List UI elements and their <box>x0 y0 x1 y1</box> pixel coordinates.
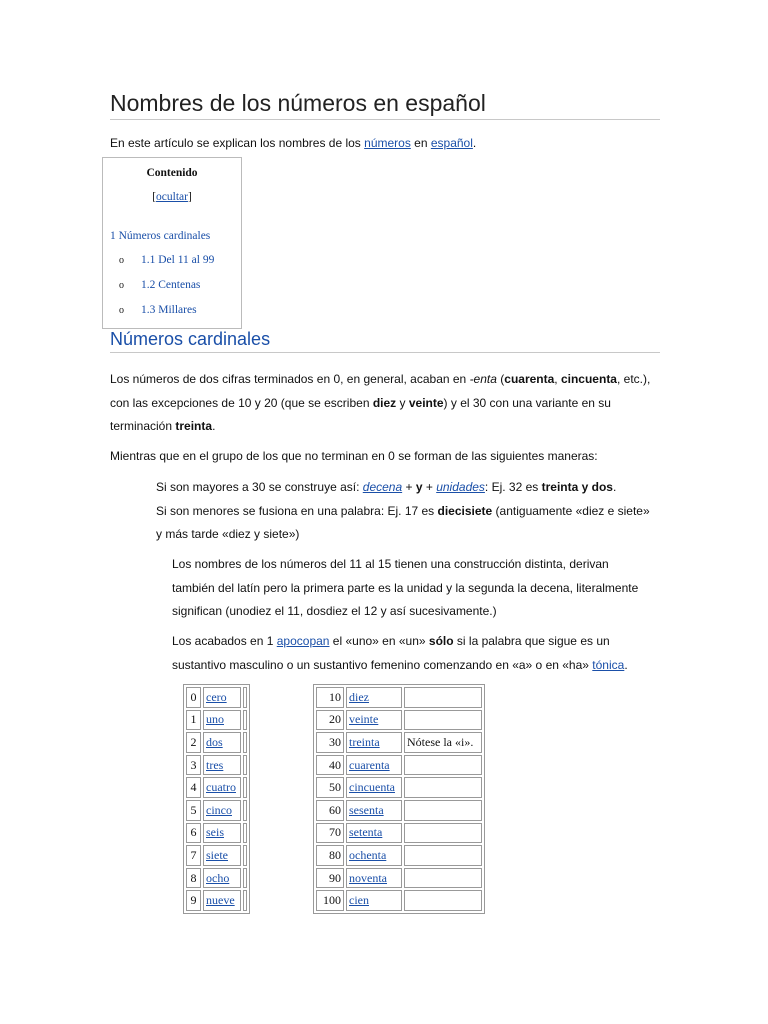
word-cell <box>346 732 402 753</box>
word-cell <box>203 823 241 844</box>
number-word-link[interactable]: diez <box>349 689 369 704</box>
table-row <box>316 868 482 889</box>
paragraph-decenas: Los números de dos cifras terminados en 0, en general, acaban en -enta (cuarenta, cincuenta, etc.), con las excepciones de 10 y 20 (que se escriben diez y veinte) y el 30 con una variante en su terminación treinta. <box>110 372 651 433</box>
bullet-icon: o <box>119 305 124 316</box>
table-row <box>316 732 482 753</box>
table-row <box>186 710 247 731</box>
table-tens <box>313 684 485 914</box>
number-word-link[interactable]: treinta <box>349 734 380 749</box>
number-word-link[interactable]: cero <box>206 689 227 704</box>
word-cell <box>203 890 241 911</box>
number-word-link[interactable]: veinte <box>349 712 379 727</box>
number-cell: 8 <box>186 868 201 889</box>
number-word-link[interactable]: seis <box>206 825 224 840</box>
paragraph-once-quince: Los nombres de los números del 11 al 15 tienen una construcción distinta, derivan también del latín pero la primera parte es la unidad y la segunda la decena, literalmente significan (unodiez el 11, dosdiez el 12 y así sucesivamente.) <box>172 557 639 618</box>
number-cell: 7 <box>186 845 201 866</box>
number-cell: 90 <box>316 868 344 889</box>
word-cell <box>346 777 402 798</box>
paragraph-apocope: Los acabados en 1 apocopan el «uno» en «un» sólo si la palabra que sigue es un sustantivo masculino o un sustantivo femenino comenzando en «a» o en «ha» tónica. <box>172 634 628 672</box>
number-word-link[interactable]: cincuenta <box>349 780 395 795</box>
bullet-icon: o <box>119 255 124 266</box>
intro-paragraph <box>110 136 476 150</box>
word-cell <box>203 755 241 776</box>
word-cell <box>203 687 241 708</box>
note-cell <box>404 710 482 731</box>
link-unidades[interactable]: unidades <box>436 480 485 494</box>
number-word-link[interactable]: ochenta <box>349 847 387 862</box>
number-word-link[interactable]: cien <box>349 893 369 908</box>
note-cell <box>243 687 247 708</box>
note-cell <box>243 800 247 821</box>
toc-item-del-11-al-99[interactable]: 1.1 Del 11 al 99 <box>141 254 215 266</box>
note-cell <box>404 823 482 844</box>
number-word-link[interactable]: cuarenta <box>349 757 390 772</box>
note-cell <box>404 777 482 798</box>
toc-bracket-open: [ <box>152 191 157 203</box>
word-cell <box>346 710 402 731</box>
paragraph-reglas: Si son mayores a 30 se construye así: decena + y + unidades: Ej. 32 es treinta y dos. Si son menores se fusiona en una palabra: Ej. 17 es diecisiete (antiguamente «diez e siete» y más tarde «diez y siete») <box>156 480 650 541</box>
intro-text: En este artículo se explican los nombres de los <box>110 136 365 150</box>
table-units <box>183 684 250 914</box>
number-cell: 40 <box>316 755 344 776</box>
table-row <box>186 823 247 844</box>
number-cell: 6 <box>186 823 201 844</box>
number-word-link[interactable]: setenta <box>349 825 383 840</box>
table-row <box>316 823 482 844</box>
page-title: Nombres de los números en español <box>110 90 660 120</box>
table-row <box>316 710 482 731</box>
word-cell <box>203 732 241 753</box>
intro-text-mid: en <box>410 136 431 150</box>
number-cell: 10 <box>316 687 344 708</box>
table-row <box>186 755 247 776</box>
word-cell <box>203 777 241 798</box>
note-cell <box>243 868 247 889</box>
number-word-link[interactable]: siete <box>206 847 228 862</box>
note-cell <box>243 890 247 911</box>
note-cell <box>404 800 482 821</box>
number-word-link[interactable]: ocho <box>206 870 230 885</box>
number-cell: 60 <box>316 800 344 821</box>
number-cell: 9 <box>186 890 201 911</box>
word-cell <box>346 823 402 844</box>
number-cell: 50 <box>316 777 344 798</box>
toc-toggle <box>103 191 241 203</box>
table-row <box>316 755 482 776</box>
table-row <box>316 777 482 798</box>
number-cell: 5 <box>186 800 201 821</box>
number-word-link[interactable]: dos <box>206 734 223 749</box>
table-row <box>316 890 482 911</box>
table-row <box>186 800 247 821</box>
number-word-link[interactable]: cinco <box>206 802 232 817</box>
word-cell <box>203 710 241 731</box>
word-cell <box>346 800 402 821</box>
note-cell <box>404 845 482 866</box>
note-cell <box>243 823 247 844</box>
number-cell: 0 <box>186 687 201 708</box>
link-numeros[interactable]: números <box>364 136 411 150</box>
number-word-link[interactable]: tres <box>206 757 224 772</box>
note-cell <box>243 710 247 731</box>
table-row <box>186 777 247 798</box>
note-cell <box>243 845 247 866</box>
number-cell: 30 <box>316 732 344 753</box>
link-espanol[interactable]: español <box>430 136 473 150</box>
note-cell: Nótese la «i». <box>404 732 482 753</box>
note-cell <box>404 890 482 911</box>
table-row <box>186 868 247 889</box>
number-word-link[interactable]: cuatro <box>206 780 236 795</box>
link-apocopan[interactable]: apocopan <box>276 634 330 648</box>
word-cell <box>346 687 402 708</box>
number-cell: 2 <box>186 732 201 753</box>
number-cell: 1 <box>186 710 201 731</box>
toc-hide-link[interactable]: ocultar <box>156 191 188 203</box>
note-cell <box>404 868 482 889</box>
table-row <box>316 845 482 866</box>
word-cell <box>346 755 402 776</box>
intro-text-end: . <box>472 136 477 150</box>
number-cell: 3 <box>186 755 201 776</box>
bullet-icon: o <box>119 280 124 291</box>
link-decena[interactable]: decena <box>362 480 403 494</box>
table-of-contents <box>102 157 242 329</box>
number-cell: 70 <box>316 823 344 844</box>
number-word-link[interactable]: nueve <box>206 893 235 908</box>
number-cell: 4 <box>186 777 201 798</box>
number-cell: 100 <box>316 890 344 911</box>
toc-item-millares[interactable]: 1.3 Millares <box>141 304 197 316</box>
table-row <box>316 800 482 821</box>
number-cell: 80 <box>316 845 344 866</box>
number-word-link[interactable]: uno <box>206 712 224 727</box>
table-row <box>186 687 247 708</box>
toc-item-numeros-cardinales[interactable]: 1 Números cardinales <box>110 230 211 242</box>
table-row <box>316 687 482 708</box>
table-row <box>186 732 247 753</box>
table-row <box>186 845 247 866</box>
word-cell <box>346 868 402 889</box>
word-cell <box>346 890 402 911</box>
number-word-link[interactable]: sesenta <box>349 802 384 817</box>
link-tonica[interactable]: tónica <box>592 657 625 672</box>
note-cell <box>243 777 247 798</box>
word-cell <box>203 868 241 889</box>
section-heading-numeros-cardinales: Números cardinales <box>110 329 660 353</box>
word-cell <box>203 845 241 866</box>
note-cell <box>243 732 247 753</box>
number-word-link[interactable]: noventa <box>349 870 387 885</box>
toc-title: Contenido <box>146 167 198 179</box>
word-cell <box>346 845 402 866</box>
note-cell <box>404 687 482 708</box>
word-cell <box>203 800 241 821</box>
note-cell <box>243 755 247 776</box>
number-cell: 20 <box>316 710 344 731</box>
paragraph-grupo: Mientras que en el grupo de los que no terminan en 0 se forman de las siguientes maneras: <box>110 449 598 463</box>
toc-bracket-close: ] <box>187 191 192 203</box>
toc-item-centenas[interactable]: 1.2 Centenas <box>141 279 201 291</box>
note-cell <box>404 755 482 776</box>
table-row <box>186 890 247 911</box>
